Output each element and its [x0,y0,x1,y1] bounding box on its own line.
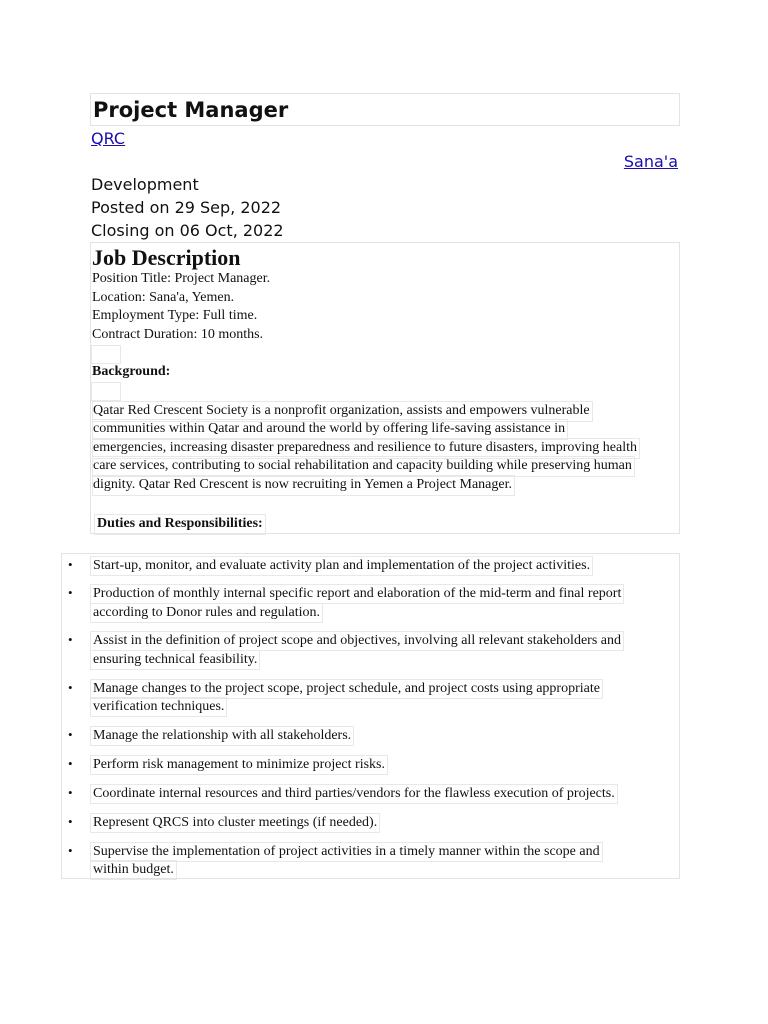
location-link[interactable]: Sana'a [623,152,678,171]
duty-text: Perform risk management to minimize project risks. [90,755,388,775]
job-title-container [90,93,680,126]
background-paragraph-line: emergencies, increasing disaster preparedness and resilience to future disasters, improving health [92,438,640,459]
duties-list [61,553,680,879]
duty-text: Supervise the implementation of project activities in a timely manner within the scope and [90,842,603,862]
bullet-icon: • [68,727,73,742]
background-heading: Background: [92,364,171,379]
duty-text: ensuring technical feasibility. [90,650,260,670]
bullet-icon: • [68,557,73,572]
duties-heading: Duties and Responsibilities: [94,514,266,535]
job-title: Project Manager [93,98,289,122]
location-line: Location: Sana'a, Yemen. [92,290,235,305]
position-title-line: Position Title: Project Manager. [92,271,271,286]
duty-text: according to Donor rules and regulation. [90,603,323,623]
empty-spacer [91,382,121,401]
closing-date: Closing on 06 Oct, 2022 [91,221,284,240]
duty-text: Manage changes to the project scope, project schedule, and project costs using appropriate [90,679,603,699]
duty-text: within budget. [90,860,177,880]
bullet-icon: • [68,756,73,771]
background-paragraph-line: dignity. Qatar Red Crescent is now recruiting in Yemen a Project Manager. [92,475,515,496]
job-description-heading: Job Description [92,245,241,270]
job-description-section [90,242,680,534]
background-paragraph-line: Qatar Red Crescent Society is a nonprofit organization, assists and empowers vulnerable [92,401,593,422]
employment-type-line: Employment Type: Full time. [92,308,258,323]
duty-text: Assist in the definition of project scope and objectives, involving all relevant stakeholders and [90,631,624,651]
duty-text: Coordinate internal resources and third parties/vendors for the flawless execution of projects. [90,784,618,804]
bullet-icon: • [68,785,73,800]
duty-text: Start-up, monitor, and evaluate activity plan and implementation of the project activities. [90,556,593,576]
bullet-icon: • [68,680,73,695]
organization-link[interactable]: QRC [91,129,126,148]
contract-duration-line: Contract Duration: 10 months. [92,327,264,342]
empty-spacer [91,345,121,364]
duty-text: verification techniques. [90,697,227,717]
background-paragraph-line: communities within Qatar and around the world by offering life-saving assistance in [92,419,568,440]
bullet-icon: • [68,843,73,858]
duty-text: Represent QRCS into cluster meetings (if needed). [90,813,380,833]
posted-date: Posted on 29 Sep, 2022 [91,198,282,217]
department-label: Development [91,175,199,194]
bullet-icon: • [68,585,73,600]
background-paragraph-line: care services, contributing to social rehabilitation and capacity building while preserving human [92,456,635,477]
duty-text: Production of monthly internal specific report and elaboration of the mid-term and final report [90,584,624,604]
bullet-icon: • [68,814,73,829]
duty-text: Manage the relationship with all stakeholders. [90,726,354,746]
bullet-icon: • [68,632,73,647]
